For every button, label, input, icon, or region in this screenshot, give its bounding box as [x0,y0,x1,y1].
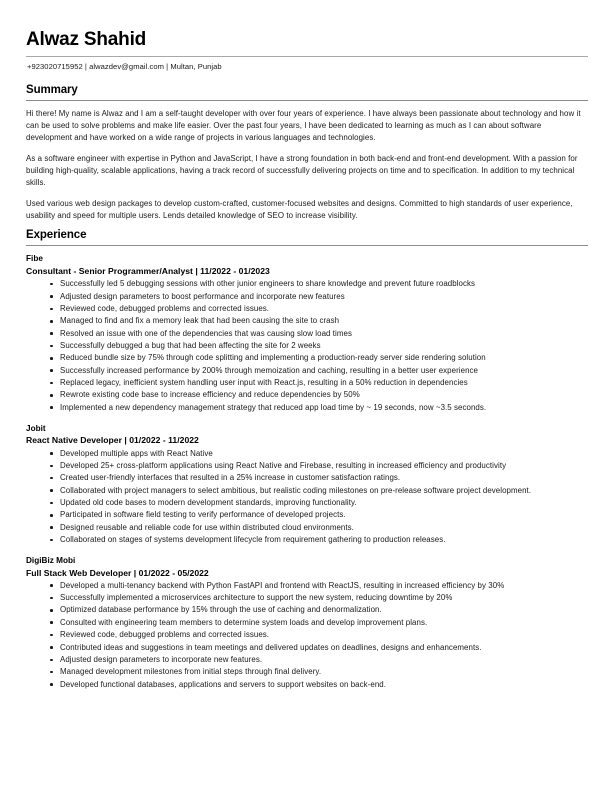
list-item: Successfully led 5 debugging sessions with other junior engineers to share knowledge and prevent future roadblocks [50,278,588,290]
resume-header [26,30,588,77]
list-item: Implemented a new dependency management strategy that reduced app load time by ~ 19 seconds, now ~3.5 seconds. [50,402,588,414]
list-item: Updated old code bases to modern development standards, improving functionality. [50,497,588,509]
summary-paragraph: Used various web design packages to develop custom-crafted, customer-focused websites and designs. Committed to high standards of user experience, usability and speed for multiple users. Lends detailed knowledge of SEO to increase visibility. [26,199,573,221]
list-item: Contributed ideas and suggestions in team meetings and delivered updates on deadlines, designs and enhancements. [50,642,588,654]
list-item: Adjusted design parameters to boost performance and incorporate new features [50,291,588,303]
list-item: Adjusted design parameters to incorporate new features. [50,654,588,666]
section-experience [26,229,588,690]
list-item: Developed a multi-tenancy backend with Python FastAPI and frontend with ReactJS, resulting in increased efficiency by 30% [50,580,588,592]
experience-entry [26,423,588,546]
job-role-and-dates: Consultant - Senior Programmer/Analyst | 11/2022 - 01/2023 [26,266,270,277]
list-item: Successfully debugged a bug that had been affecting the site for 2 weeks [50,340,588,352]
job-bullet-list [26,278,588,413]
list-item: Reviewed code, debugged problems and corrected issues. [50,303,588,315]
experience-entry [26,253,588,413]
summary-paragraph: Hi there! My name is Alwaz and I am a self-taught developer with over four years of experience. I have always been passionate about technology and how it can be used to solve problems and make life easier. Over the past four years, I have been dedicated to learning as much as I can about software development and have worked on a wide range of projects in various languages and technologies. [26,109,581,143]
job-company: Fibe [26,254,43,264]
list-item: Collaborated with project managers to select ambitious, but realistic coding milestones on pre-release software project development. [50,485,588,497]
list-item: Resolved an issue with one of the dependencies that was causing slow load times [50,328,588,340]
list-item: Created user-friendly interfaces that resulted in a 25% increase in customer satisfaction ratings. [50,472,588,484]
list-item: Developed multiple apps with React Native [50,448,588,460]
contact-info: +923020715952 | alwazdev@gmail.com | Multan, Punjab [27,61,222,71]
list-item: Replaced legacy, inefficient system handling user input with React.js, resulting in a 50% reduction in dependencies [50,377,588,389]
list-item: Developed functional databases, applications and servers to support websites on back-end. [50,679,588,691]
job-bullet-list [26,580,588,691]
list-item: Rewrote existing code base to increase efficiency and reduce dependencies by 50% [50,389,588,401]
section-heading-summary: Summary [26,84,78,97]
list-item: Developed 25+ cross-platform applications using React Native and Firebase, resulting in increased efficiency and productivity [50,460,588,472]
summary-body [26,101,588,222]
list-item: Reviewed code, debugged problems and corrected issues. [50,629,588,641]
job-role-and-dates: React Native Developer | 01/2022 - 11/2022 [26,435,199,446]
list-item: Collaborated on stages of systems development lifecycle from requirement gathering to production releases. [50,534,588,546]
list-item: Reduced bundle size by 75% through code splitting and implementing a production-ready server side rendering solution [50,352,588,364]
job-company: Jobit [26,423,46,433]
summary-paragraph: As a software engineer with expertise in Python and JavaScript, I have a strong foundation in both back-end and front-end development. With a passion for building high-quality, scalable applications, having a track record of successfully delivering projects on time and to specification. In addition to my technical skills. [26,154,578,188]
page-title: Alwaz Shahid [26,29,147,50]
list-item: Designed reusable and reliable code for use within distributed cloud environments. [50,522,588,534]
job-company: DigiBiz Mobi [26,555,76,565]
experience-body [26,246,588,690]
list-item: Successfully implemented a microservices architecture to support the new system, reducing downtime by 20% [50,592,588,604]
job-bullet-list [26,448,588,546]
experience-entry [26,555,588,691]
list-item: Successfully increased performance by 200% through memoization and caching, resulting in a better user experience [50,365,588,377]
job-role-and-dates: Full Stack Web Developer | 01/2022 - 05/2022 [26,567,209,578]
list-item: Participated in software field testing to verify performance of developed projects. [50,509,588,521]
list-item: Managed development milestones from initial steps through final delivery. [50,666,588,678]
list-item: Optimized database performance by 15% through the use of caching and denormalization. [50,604,588,616]
section-heading-experience: Experience [26,229,87,242]
section-summary [26,84,588,222]
list-item: Managed to find and fix a memory leak that had been causing the site to crash [50,315,588,327]
list-item: Consulted with engineering team members to determine system loads and develop improvement plans. [50,617,588,629]
